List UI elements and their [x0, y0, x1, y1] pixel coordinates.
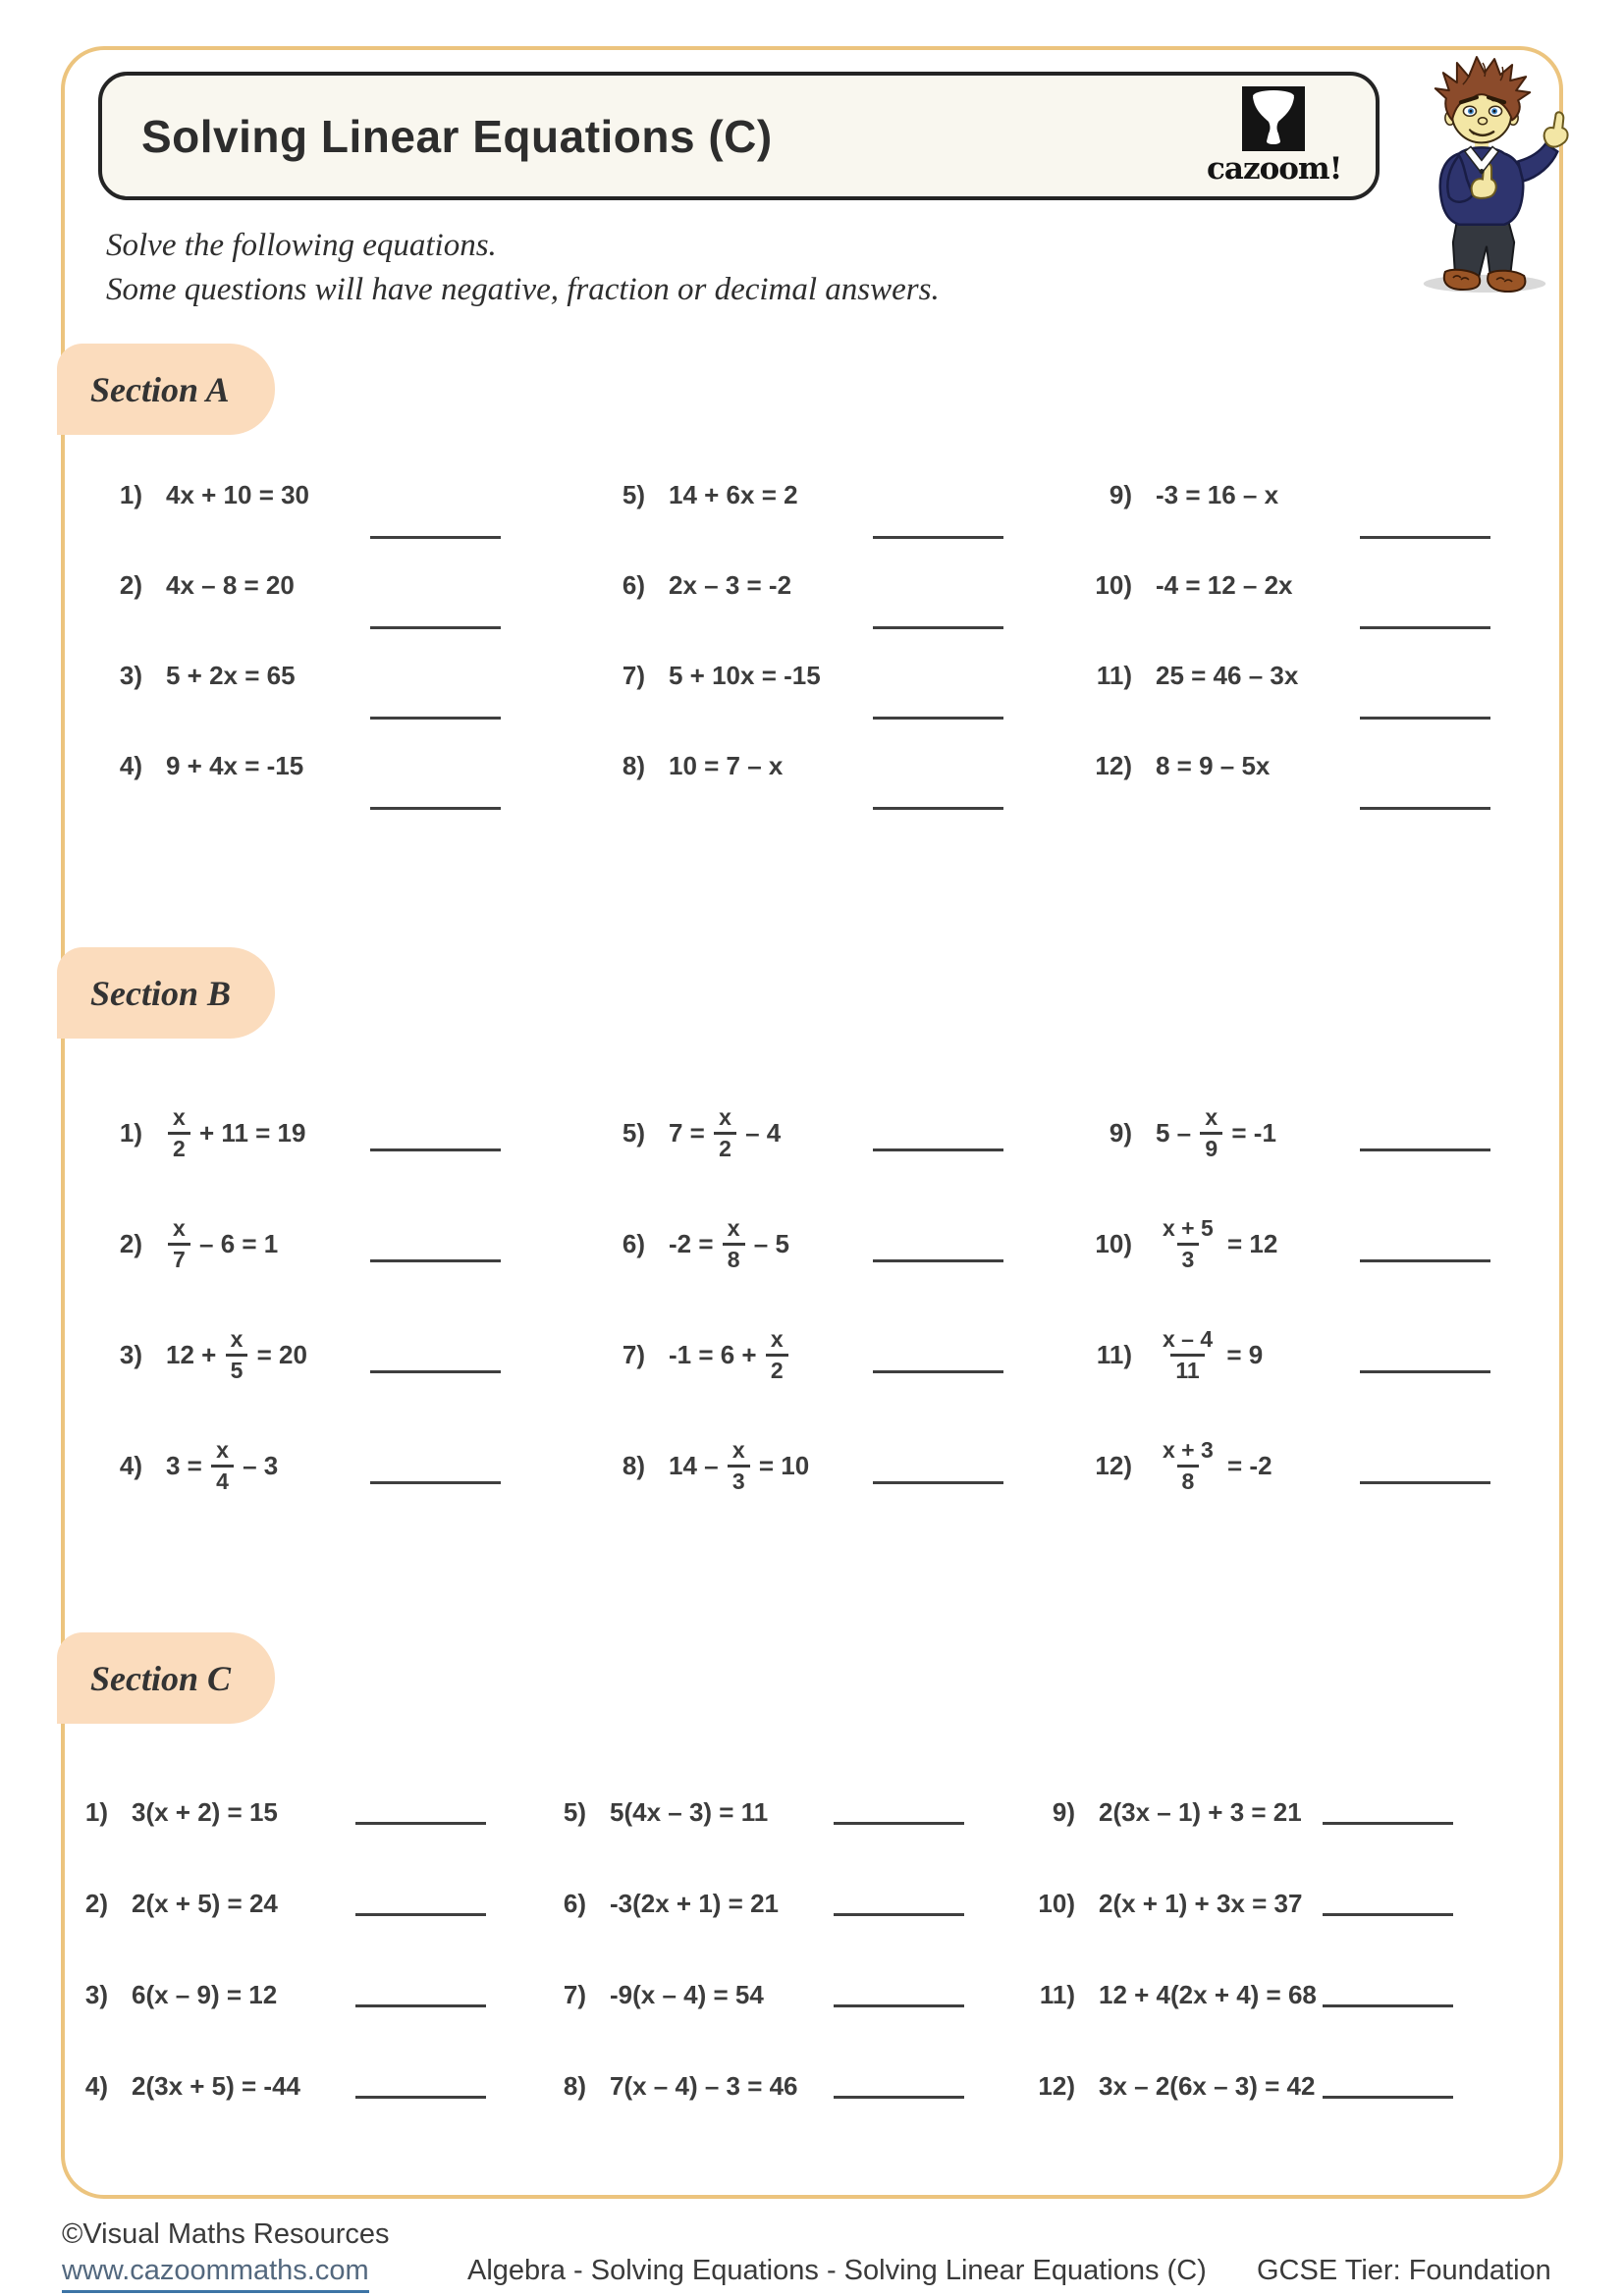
fraction-numerator: x — [1205, 1103, 1218, 1130]
equation — [132, 1980, 277, 2010]
equation — [669, 480, 798, 510]
question-number: 11) — [1039, 1980, 1075, 2009]
equation — [669, 570, 791, 601]
equation — [1156, 480, 1278, 510]
section-c-questions — [59, 1767, 1512, 2145]
answer-line[interactable] — [873, 807, 1003, 810]
equation — [610, 2071, 798, 2102]
section-c-label: Section C — [57, 1632, 275, 1724]
question-row — [1083, 1300, 1535, 1411]
breadcrumb: Algebra - Solving Equations - Solving Linear Equations (C) — [467, 2255, 1207, 2286]
question-row — [93, 1300, 545, 1411]
answer-line[interactable] — [1360, 1370, 1490, 1373]
question-column — [93, 450, 545, 811]
answer-line[interactable] — [1360, 1481, 1490, 1484]
fraction-numerator: x — [173, 1214, 186, 1241]
answer-line[interactable] — [873, 717, 1003, 720]
equation — [166, 480, 309, 510]
fraction-denominator: 3 — [728, 1465, 750, 1494]
fraction — [168, 1216, 190, 1273]
equation — [669, 1327, 790, 1384]
equation-text: 5 + 10x = -15 — [669, 660, 821, 690]
equation — [669, 1216, 789, 1273]
question-row — [596, 1189, 1048, 1300]
question-row — [93, 1189, 545, 1300]
answer-line[interactable] — [1360, 1148, 1490, 1151]
equation — [166, 1438, 278, 1495]
fraction-denominator: 8 — [723, 1243, 745, 1272]
fraction-denominator: 2 — [766, 1354, 788, 1383]
equation-text: – 4 — [737, 1118, 782, 1148]
equation — [610, 1889, 779, 1919]
equation-text: 10 = 7 – x — [669, 750, 784, 780]
question-number: 3) — [119, 1340, 142, 1369]
equation — [166, 570, 295, 601]
fraction — [1158, 1216, 1218, 1273]
question-row — [596, 450, 1048, 540]
cazoom-logo — [1207, 86, 1340, 187]
fraction-denominator: 2 — [714, 1132, 736, 1161]
question-number: 1) — [119, 479, 142, 509]
section-a-label: Section A — [57, 344, 275, 435]
question-number: 5) — [622, 479, 645, 509]
answer-line[interactable] — [370, 626, 501, 629]
page-title: Solving Linear Equations (C) — [141, 110, 773, 162]
fraction-denominator: 8 — [1177, 1465, 1200, 1494]
question-number: 7) — [622, 1340, 645, 1369]
answer-line[interactable] — [873, 1481, 1003, 1484]
equation-text: 2x – 3 = -2 — [669, 569, 792, 600]
fraction-denominator: 7 — [168, 1243, 190, 1272]
question-row — [93, 540, 545, 630]
equation-text: 7 = — [669, 1118, 713, 1148]
question-number: 11) — [1096, 660, 1132, 690]
fraction — [766, 1327, 788, 1384]
equation — [669, 751, 783, 781]
equation — [166, 1216, 278, 1273]
question-row — [59, 1949, 511, 2041]
question-number: 3) — [84, 1980, 108, 2009]
answer-line[interactable] — [1360, 536, 1490, 539]
answer-line[interactable] — [370, 1370, 501, 1373]
fraction-numerator: x – 4 — [1163, 1325, 1214, 1352]
question-column — [596, 1078, 1048, 1522]
equation — [166, 751, 303, 781]
question-number: 9) — [1052, 1797, 1075, 1827]
equation-text: – 6 = 1 — [191, 1229, 279, 1258]
equation-text: = -2 — [1219, 1451, 1272, 1480]
equation — [166, 1105, 305, 1162]
answer-line[interactable] — [834, 1822, 964, 1825]
answer-line[interactable] — [1323, 2004, 1453, 2007]
equation-text: 7(x – 4) – 3 = 46 — [610, 2071, 798, 2101]
instruction-line: Some questions will have negative, fraction or decimal answers. — [106, 272, 940, 307]
equation-text: 14 – — [669, 1451, 726, 1480]
question-row — [537, 1858, 989, 1949]
question-number: 6) — [563, 1889, 586, 1918]
equation-text: 5 + 2x = 65 — [166, 660, 296, 690]
question-number: 3) — [119, 660, 142, 690]
equation-text: = 20 — [249, 1340, 307, 1369]
question-row — [1026, 1858, 1478, 1949]
answer-line[interactable] — [873, 1370, 1003, 1373]
mascot-boy-illustration — [1394, 51, 1569, 293]
question-column — [596, 450, 1048, 811]
equation-text: -4 = 12 – 2x — [1156, 569, 1293, 600]
question-column — [59, 1767, 511, 2132]
equation-text: 12 + 4(2x + 4) = 68 — [1099, 1980, 1317, 2009]
fraction — [728, 1438, 750, 1495]
equation — [610, 1980, 764, 2010]
question-row — [537, 1949, 989, 2041]
question-row — [1083, 721, 1535, 811]
copyright-text: ©Visual Maths Resources — [62, 2218, 390, 2250]
equation — [610, 1797, 768, 1828]
equation — [132, 2071, 300, 2102]
section-a-questions — [93, 450, 1512, 823]
answer-line[interactable] — [834, 2004, 964, 2007]
fraction-numerator: x — [727, 1214, 740, 1241]
section-b-questions — [93, 1078, 1512, 1534]
equation — [1156, 661, 1298, 691]
question-number: 2) — [119, 569, 142, 600]
question-row — [1083, 630, 1535, 721]
equation — [1099, 1889, 1302, 1919]
answer-line[interactable] — [1360, 1259, 1490, 1262]
answer-line[interactable] — [355, 1822, 486, 1825]
fraction-denominator: 2 — [168, 1132, 190, 1161]
instructions — [106, 224, 940, 312]
question-row — [1026, 2041, 1478, 2132]
equation — [1099, 1980, 1317, 2010]
equation — [132, 1889, 278, 1919]
question-number: 6) — [622, 569, 645, 600]
fraction-denominator: 11 — [1170, 1354, 1204, 1383]
section-b-label: Section B — [57, 947, 275, 1039]
equation — [669, 661, 821, 691]
equation-text: 3x – 2(6x – 3) = 42 — [1099, 2071, 1316, 2101]
fraction — [1200, 1105, 1222, 1162]
fraction-numerator: x — [216, 1436, 229, 1463]
answer-line[interactable] — [1360, 717, 1490, 720]
instruction-line: Solve the following equations. — [106, 228, 497, 263]
fraction-numerator: x — [731, 1436, 745, 1463]
fraction — [714, 1105, 736, 1162]
question-number: 12) — [1038, 2071, 1075, 2101]
fraction-denominator: 3 — [1177, 1243, 1200, 1272]
question-number: 6) — [622, 1229, 645, 1258]
fraction-denominator: 5 — [226, 1354, 248, 1383]
fraction-denominator: 4 — [211, 1465, 234, 1494]
question-number: 11) — [1096, 1340, 1132, 1369]
equation — [1099, 1797, 1302, 1828]
fraction-denominator: 9 — [1200, 1132, 1222, 1161]
equation-text: 3(x + 2) = 15 — [132, 1797, 278, 1827]
equation-text: 2(3x + 5) = -44 — [132, 2071, 300, 2101]
question-column — [1083, 450, 1535, 811]
equation-text: = 10 — [751, 1451, 810, 1480]
answer-line[interactable] — [873, 626, 1003, 629]
equation-text: 14 + 6x = 2 — [669, 479, 798, 509]
answer-line[interactable] — [1360, 807, 1490, 810]
answer-line[interactable] — [355, 2096, 486, 2099]
fraction-numerator: x + 3 — [1163, 1436, 1214, 1463]
answer-line[interactable] — [370, 1148, 501, 1151]
question-number: 10) — [1095, 569, 1132, 600]
question-number: 9) — [1109, 479, 1132, 509]
answer-line[interactable] — [1323, 2096, 1453, 2099]
title-box — [98, 72, 1380, 200]
question-number: 4) — [119, 750, 142, 780]
question-column — [1026, 1767, 1478, 2132]
equation-text: 4x + 10 = 30 — [166, 479, 310, 509]
question-column — [537, 1767, 989, 2132]
question-number: 2) — [84, 1889, 108, 1918]
equation — [166, 1327, 307, 1384]
answer-line[interactable] — [1323, 1913, 1453, 1916]
question-row — [59, 1767, 511, 1858]
question-number: 5) — [622, 1118, 645, 1148]
question-number: 12) — [1095, 750, 1132, 780]
answer-line[interactable] — [355, 1913, 486, 1916]
equation-text: -9(x – 4) = 54 — [610, 1980, 764, 2009]
question-row — [1083, 540, 1535, 630]
question-number: 2) — [119, 1229, 142, 1258]
question-row — [1026, 1767, 1478, 1858]
equation-text: -2 = — [669, 1229, 721, 1258]
question-row — [93, 450, 545, 540]
equation-text: 5 – — [1156, 1118, 1199, 1148]
answer-line[interactable] — [834, 1913, 964, 1916]
question-number: 1) — [119, 1118, 142, 1148]
equation-text: 4x – 8 = 20 — [166, 569, 295, 600]
question-number: 5) — [563, 1797, 586, 1827]
question-number: 10) — [1038, 1889, 1075, 1918]
question-number: 4) — [84, 2071, 108, 2101]
equation — [1156, 1327, 1263, 1384]
equation-text: 25 = 46 – 3x — [1156, 660, 1299, 690]
fraction-numerator: x — [770, 1325, 784, 1352]
equation-text: -3(2x + 1) = 21 — [610, 1889, 779, 1918]
question-row — [93, 630, 545, 721]
question-number: 4) — [119, 1451, 142, 1480]
equation — [132, 1797, 278, 1828]
answer-line[interactable] — [834, 2096, 964, 2099]
equation — [1156, 570, 1293, 601]
question-number: 7) — [563, 1980, 586, 2009]
equation-text: -3 = 16 – x — [1156, 479, 1279, 509]
website-link[interactable]: www.cazoommaths.com — [62, 2253, 369, 2293]
fraction-numerator: x + 5 — [1163, 1214, 1214, 1241]
equation-text: – 5 — [746, 1229, 789, 1258]
question-row — [537, 2041, 989, 2132]
question-row — [59, 2041, 511, 2132]
equation-text: = -1 — [1224, 1118, 1276, 1148]
cazoom-drum-icon — [1242, 86, 1305, 151]
question-number: 1) — [84, 1797, 108, 1827]
answer-line[interactable] — [873, 536, 1003, 539]
fraction — [211, 1438, 234, 1495]
question-column — [93, 1078, 545, 1522]
equation-text: 12 + — [166, 1340, 224, 1369]
question-row — [596, 721, 1048, 811]
question-number: 8) — [563, 2071, 586, 2101]
equation — [669, 1438, 809, 1495]
equation — [1156, 1216, 1277, 1273]
equation-text: 2(3x – 1) + 3 = 21 — [1099, 1797, 1302, 1827]
question-row — [93, 1078, 545, 1189]
equation — [1156, 751, 1270, 781]
answer-line[interactable] — [370, 717, 501, 720]
equation — [166, 661, 296, 691]
fraction — [1158, 1438, 1218, 1495]
fraction — [168, 1105, 190, 1162]
answer-line[interactable] — [370, 536, 501, 539]
question-row — [596, 1300, 1048, 1411]
fraction — [1158, 1327, 1218, 1384]
answer-line[interactable] — [370, 1259, 501, 1262]
equation-text: 6(x – 9) = 12 — [132, 1980, 278, 2009]
fraction-numerator: x — [230, 1325, 244, 1352]
question-number: 12) — [1095, 1451, 1132, 1480]
answer-line[interactable] — [355, 2004, 486, 2007]
answer-line[interactable] — [370, 1481, 501, 1484]
question-row — [1026, 1949, 1478, 2041]
equation-text: 3 = — [166, 1451, 210, 1480]
equation — [1156, 1438, 1272, 1495]
equation-text: 8 = 9 – 5x — [1156, 750, 1271, 780]
question-row — [596, 1411, 1048, 1522]
question-row — [93, 1411, 545, 1522]
question-number: 9) — [1109, 1118, 1132, 1148]
equation-text: = 12 — [1219, 1229, 1278, 1258]
question-number: 7) — [622, 660, 645, 690]
footer-copyright-block — [62, 2216, 390, 2293]
equation — [1156, 1105, 1276, 1162]
answer-line[interactable] — [1360, 626, 1490, 629]
cazoom-brand-text: cazoom! — [1207, 151, 1342, 187]
equation-text: 5(4x – 3) = 11 — [610, 1797, 769, 1827]
tier-label: GCSE Tier: Foundation — [1257, 2255, 1551, 2286]
question-row — [59, 1858, 511, 1949]
question-row — [1083, 1411, 1535, 1522]
equation-text: 2(x + 1) + 3x = 37 — [1099, 1889, 1303, 1918]
answer-line[interactable] — [370, 807, 501, 810]
question-row — [596, 540, 1048, 630]
answer-line[interactable] — [873, 1259, 1003, 1262]
equation-text: 9 + 4x = -15 — [166, 750, 304, 780]
equation-text: + 11 = 19 — [191, 1118, 306, 1148]
question-row — [596, 1078, 1048, 1189]
question-number: 8) — [622, 750, 645, 780]
equation — [669, 1105, 781, 1162]
equation-text: = 9 — [1219, 1340, 1264, 1369]
equation-text: 2(x + 5) = 24 — [132, 1889, 278, 1918]
question-row — [1083, 1078, 1535, 1189]
question-row — [93, 721, 545, 811]
fraction — [226, 1327, 248, 1384]
equation-text: – 3 — [235, 1451, 279, 1480]
fraction — [723, 1216, 745, 1273]
equation — [1099, 2071, 1315, 2102]
question-row — [537, 1767, 989, 1858]
fraction-numerator: x — [173, 1103, 186, 1130]
question-row — [1083, 450, 1535, 540]
answer-line[interactable] — [1323, 1822, 1453, 1825]
question-row — [596, 630, 1048, 721]
question-number: 8) — [622, 1451, 645, 1480]
fraction-numerator: x — [719, 1103, 731, 1130]
question-column — [1083, 1078, 1535, 1522]
equation-text: -1 = 6 + — [669, 1340, 764, 1369]
question-row — [1083, 1189, 1535, 1300]
answer-line[interactable] — [873, 1148, 1003, 1151]
question-number: 10) — [1095, 1229, 1132, 1258]
